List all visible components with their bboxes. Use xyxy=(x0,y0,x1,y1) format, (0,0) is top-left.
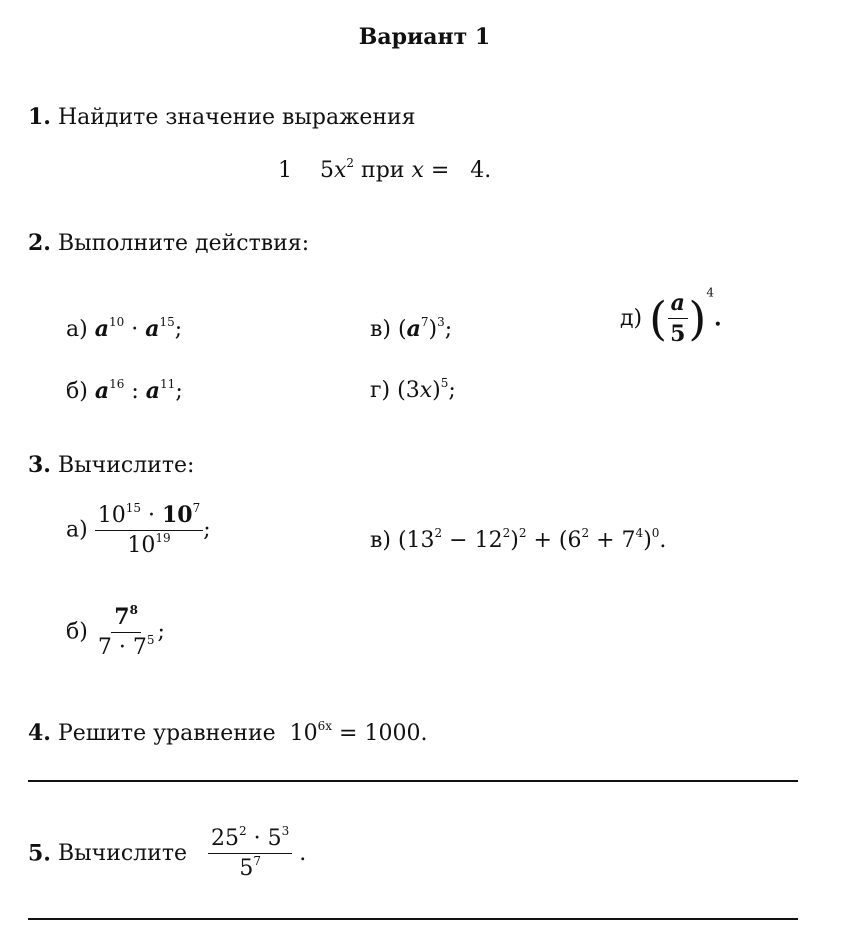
task-5-number: 5. xyxy=(28,840,51,867)
exponent: 8 xyxy=(129,603,138,617)
right-paren: ) xyxy=(688,291,707,346)
operator: · xyxy=(111,635,133,660)
exponent: 5 xyxy=(146,633,155,647)
number: 7 xyxy=(114,604,130,630)
task-2a xyxy=(66,316,182,342)
base: 10 xyxy=(289,721,318,746)
operator: · xyxy=(124,317,146,342)
base: a xyxy=(145,378,161,404)
terminator: ; xyxy=(444,317,453,342)
exponent: 15 xyxy=(125,501,141,515)
numerator xyxy=(208,826,292,854)
number: 10 xyxy=(127,533,156,558)
denominator xyxy=(236,854,264,881)
separator-line-bottom xyxy=(28,918,798,920)
exponent: 3 xyxy=(437,315,445,329)
exponent: 2 xyxy=(502,526,511,540)
exponent: 3 xyxy=(281,824,290,838)
base: a xyxy=(94,378,110,404)
task-3v xyxy=(370,528,666,553)
expr-equals: = xyxy=(423,158,457,183)
task-2v xyxy=(370,316,452,342)
expr-value: 4. xyxy=(470,158,492,183)
expr-exponent: 2 xyxy=(346,156,355,170)
expr-condition-word: при xyxy=(354,158,412,183)
paren: ( xyxy=(397,317,407,342)
exponent: 15 xyxy=(159,315,175,329)
item-label: б) xyxy=(66,619,88,645)
operator: : xyxy=(124,379,146,404)
paren: ) xyxy=(510,528,519,553)
terminator: ; xyxy=(448,378,456,403)
expr-constant: 1 xyxy=(278,158,292,183)
item-label: б) xyxy=(66,379,88,404)
base: a xyxy=(406,316,421,342)
exponent: 4 xyxy=(635,526,644,540)
terminator: ; xyxy=(175,379,183,404)
task-2b xyxy=(66,378,183,404)
task-3-number: 3. xyxy=(28,452,51,478)
expr-variable: x xyxy=(333,158,347,183)
term: − 12 xyxy=(442,528,503,553)
numerator: a xyxy=(668,290,688,319)
denominator xyxy=(95,633,158,660)
item-label: в) xyxy=(370,528,391,553)
task-2-number: 2. xyxy=(28,230,51,256)
item-label: в) xyxy=(370,317,391,342)
task-3b xyxy=(66,604,165,660)
number: 7 xyxy=(132,635,147,660)
task-4-number: 4. xyxy=(28,720,51,746)
left-paren: ( xyxy=(649,291,668,346)
task-5 xyxy=(28,826,306,881)
terminator: . xyxy=(299,841,307,866)
task-1-expression xyxy=(278,158,491,183)
page-title: Вариант 1 xyxy=(358,24,491,50)
exponent: 11 xyxy=(160,377,176,391)
task-2-text: Выполните действия: xyxy=(57,231,310,256)
exponent: 7 xyxy=(192,501,201,515)
exponent: 19 xyxy=(155,531,171,545)
term: + 7 xyxy=(589,528,636,553)
exponent: 2 xyxy=(518,526,527,540)
fraction xyxy=(208,826,292,881)
task-1-heading xyxy=(28,104,416,130)
paren: ) xyxy=(432,378,441,403)
terminator: . xyxy=(714,305,722,332)
number: 5 xyxy=(267,826,282,851)
exponent: 0 xyxy=(651,526,660,540)
exponent: 2 xyxy=(239,824,247,838)
fraction xyxy=(667,290,688,347)
operator: · xyxy=(140,503,162,528)
operator: · xyxy=(246,826,268,851)
expr-coefficient: 5 xyxy=(319,158,334,183)
exponent: 7 xyxy=(253,854,261,868)
terminator: ; xyxy=(157,619,165,645)
task-1-text: Найдите значение выражения xyxy=(57,105,416,130)
item-label: г) xyxy=(370,378,391,403)
task-3-heading xyxy=(28,452,194,478)
number: 7 xyxy=(97,635,112,660)
task-4-text: Решите уравнение xyxy=(57,721,276,746)
number: 25 xyxy=(211,826,239,851)
exponent: 4 xyxy=(706,285,714,300)
expr-condition-variable: x xyxy=(411,158,424,183)
task-3-text: Вычислите: xyxy=(57,453,195,478)
numerator xyxy=(95,502,204,531)
paren-coefficient: (3 xyxy=(397,378,420,403)
exponent: 2 xyxy=(581,526,590,540)
base: a xyxy=(94,316,109,342)
exponent: 6x xyxy=(317,719,333,733)
terminator: . xyxy=(659,528,667,553)
separator-line xyxy=(28,780,798,782)
base: a xyxy=(145,316,160,342)
task-2-heading xyxy=(28,230,309,256)
exponent: 10 xyxy=(108,315,125,329)
terminator: ; xyxy=(174,317,183,342)
numerator xyxy=(111,604,141,633)
task-3a xyxy=(66,502,211,558)
number: 10 xyxy=(97,503,126,528)
item-label: д) xyxy=(620,306,643,331)
task-2d xyxy=(620,285,722,347)
fraction xyxy=(95,502,204,558)
paren: ) xyxy=(643,528,652,553)
fraction xyxy=(95,604,158,660)
exponent: 5 xyxy=(440,376,449,390)
exponent: 2 xyxy=(434,526,443,540)
number: 5 xyxy=(239,856,254,881)
equation-rest: = 1000. xyxy=(332,721,428,746)
base: x xyxy=(419,378,433,403)
paren: ) xyxy=(428,317,438,342)
exponent: 16 xyxy=(109,377,125,391)
exponent: 7 xyxy=(420,315,429,329)
task-5-text: Вычислите xyxy=(57,841,188,866)
task-2g xyxy=(370,378,456,403)
item-label: а) xyxy=(66,317,88,342)
denominator xyxy=(124,531,173,558)
task-1-number: 1. xyxy=(28,104,51,130)
denominator: 5 xyxy=(670,321,686,347)
term: + (6 xyxy=(526,528,582,553)
terminator: ; xyxy=(203,517,211,543)
term: (13 xyxy=(397,528,435,553)
task-4 xyxy=(28,720,427,746)
number: 10 xyxy=(161,502,193,528)
item-label: а) xyxy=(66,517,88,543)
